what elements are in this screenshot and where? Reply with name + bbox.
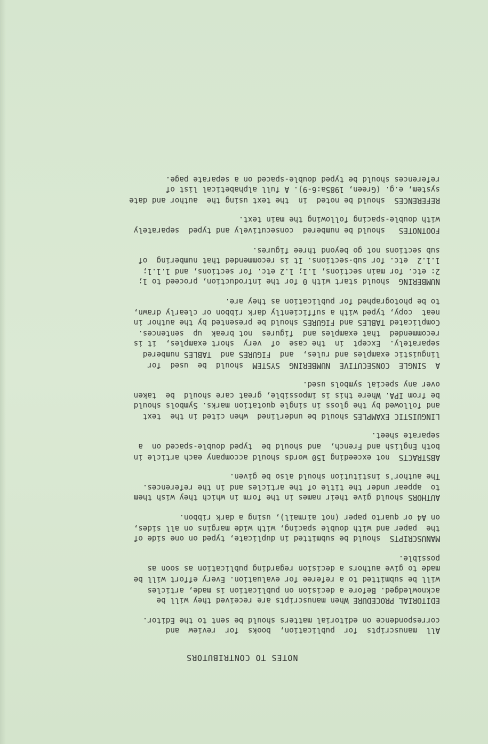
paragraph-line: AUTHORS should give their names in the form in which they wish them <box>133 493 440 503</box>
paragraph-authors <box>44 471 440 503</box>
paragraph-line: MANUSCRIPTS should be submitted in duplicate, typed on one side of <box>133 534 440 544</box>
paragraph-line: sub sections not go beyond three figures. <box>252 245 440 255</box>
paragraph-list <box>44 173 440 635</box>
paragraph-sections <box>44 244 440 286</box>
paragraph-line: will be submitted to a referee for evaluation. Every effort will be <box>133 575 440 585</box>
paragraph-line: Complicated TABLES and FIGURES should be presented by the author in <box>133 318 440 328</box>
paragraph-line: separate sheet. <box>371 431 440 441</box>
paragraph-manuscripts <box>44 511 440 543</box>
paragraph-line: The author's institution should also be given. <box>229 472 440 482</box>
paragraph-line: possible. <box>398 553 440 563</box>
paragraph-line: LINGUISTIC EXAMPLES should be underlined when cited in the text <box>142 411 440 421</box>
paragraph-line: over any special symbols used. <box>302 380 440 390</box>
paragraph-line: on A4 or quarto paper (not airmail), using a dark ribbon. <box>179 513 440 523</box>
paragraph-references <box>44 173 440 205</box>
paragraph-line: made to give authors a decision regarding publication as soon as <box>147 564 440 574</box>
paragraph-abstracts <box>44 430 440 462</box>
paragraph-numbering <box>44 295 440 369</box>
paragraph-line: system, e.g. (Green, 1985a:6-9). A full alphabetical list of <box>165 185 440 195</box>
paragraph-editorial <box>44 552 440 605</box>
paragraph-line: acknowledged. Before a decision on publication is made, articles <box>147 585 440 595</box>
paragraph-line: and followed by the gloss in single quotation marks. Symbols should <box>133 401 440 411</box>
paragraph-line: references should be typed double-spaced on a separate page. <box>165 174 440 184</box>
paragraph-line: separately. Except in the case of very short examples, it is <box>133 339 440 349</box>
paragraph-line: to be photographed for publication as they are. <box>225 296 440 306</box>
paragraph-line: 2: etc. for main sections, 1.1; 1.2 etc. for sections, and 1.1.1; <box>142 266 440 276</box>
paragraph-linguistic <box>44 379 440 421</box>
paragraph-line: the paper and with double spacing, with wide margins on all sides, <box>133 523 440 533</box>
paragraph-line: A SINGLE CONSECUTIVE NUMBERING SYSTEM should be used for <box>147 360 440 370</box>
paragraph-line: be from IPA. Where this is impossible, great care should be taken <box>133 390 440 400</box>
paragraph-footnotes <box>44 214 440 235</box>
paragraph-line: All manuscripts for publication, books for review and <box>165 626 440 636</box>
paragraph-line: to appear under the title of the articles and in the references. <box>142 482 440 492</box>
paragraph-line: 1.1.2 etc. for sub-sections. It is recommended that numbering of <box>138 256 440 266</box>
paragraph-line: both English and French, and should be typed double-spaced on a <box>138 442 440 452</box>
paragraph-line: NUMBERING should start with 0 for the introduction, proceed to 1; <box>138 277 440 287</box>
paragraph-line: correspondence on editorial matters should be sent to the Editor. <box>142 615 440 625</box>
paragraph-line: linguistic examples and rules, and FIGURES and TABLES numbered <box>142 349 440 359</box>
paragraph-intro <box>44 614 440 635</box>
paragraph-line: FOOTNOTES should be numbered consecutively and typed separately <box>133 226 440 235</box>
notes-sheet <box>44 164 440 662</box>
paragraph-line: ABSTRACTS not exceeding 150 words should accompany each article in <box>133 452 440 462</box>
paragraph-line: EDITORIAL PROCEDURE When manuscripts are received they will be <box>156 596 440 606</box>
paragraph-line: recommended that examples and figures not break up sentences. <box>138 328 440 338</box>
paragraph-line: neat copy, typed with a sufficiently dark ribbon or clearly drawn, <box>133 307 440 317</box>
paragraph-line: with double-spacing following the main text. <box>238 215 440 225</box>
page-title: NOTES TO CONTRIBUTORS <box>186 653 298 662</box>
paragraph-line: REFERENCES should be noted in the text using the author and date <box>129 195 440 205</box>
